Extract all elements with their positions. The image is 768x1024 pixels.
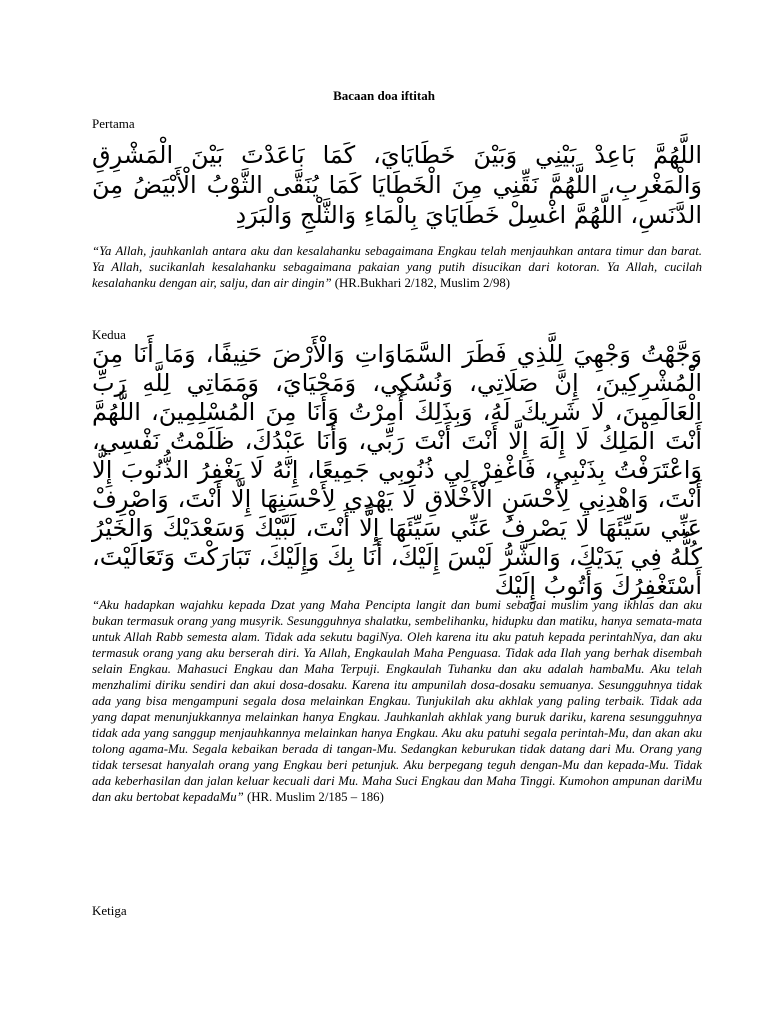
section-label-ketiga: Ketiga — [92, 903, 127, 918]
translation-text-kedua: “Aku hadapkan wajahku kepada Dzat yang Maha Pencipta langit dan bumi sebagai muslim yang ikhlas dan aku bukan termasuk orang yang musyrik. Sesungguhnya shalatku, sembelihanku, hidupku dan matiku, hanya semata-mata untuk Allah Rabb semesta alam. Tidak ada sekutu bagiNya. Oleh karena itu aku patuh kepada perintahNya, dan aku termasuk orang yang aku berserah diri. Ya Allah, Engkaulah Maha Penguasa. Tidak ada Ilah yang berhak disembah selain Engkau. Mahasuci Engkau dan Maha Terpuji. Engkaulah Tuhanku dan aku adalah hambaMu. Aku telah menzhalimi diriku sendiri dan akui dosa-dosaku. Karena itu ampunilah dosa-dosaku semuanya. Sesungguhnya tidak ada yang bisa mengampuni segala dosa melainkan Engkau. Tunjukilah aku akhlak yang paling terbaik. Tidak ada yang dapat menunjukkannya melainkan hanya Engkau. Jauhkanlah akhlak yang buruk dariku, karena sesungguhnya tidak ada yang sanggup menjauhkannya melainkan hanya Engkau. Aku aku patuhi segala perintah-Mu, dan akan aku tolong agama-Mu. Segala kebaikan berada di tangan-Mu. Sedangkan keburukan tidak datang dari Mu. Orang yang tidak tersesat hanyalah orang yang Engkau beri petunjuk. Aku berpegang teguh dengan-Mu dan kepada-Mu. Tidak ada keberhasilan dan jalan keluar kecuali dari Mu. Maha Suci Engkau dan Maha Tinggi. Kumohon ampunan dariMu dan aku bertobat kepadaMu” — [92, 598, 702, 804]
translation-text-pertama: “Ya Allah, jauhkanlah antara aku dan kesalahanku sebagaimana Engkau telah menjauhkan antara timur dan barat. Ya Allah, sucikanlah kesalahanku sebagaimana pakaian yang putih disucikan dari kotoran. Ya Allah, cucilah kesalahanku dengan air, salju, dan air dingin” — [92, 244, 702, 290]
reference-kedua: (HR. Muslim 2/185 – 186) — [246, 790, 384, 804]
section-label-kedua: Kedua — [92, 327, 126, 342]
arabic-prayer-kedua: وَجَّهْتُ وَجْهِيَ لِلَّذِي فَطَرَ السَّمَاوَاتِ وَالْأَرْضَ حَنِيفًا، وَمَا أَنَا مِنَ الْمُشْرِكِينَ، إِنَّ صَلَاتِي، وَنُسُكِي، وَمَحْيَايَ، وَمَمَاتِي لِلَّهِ رَبِّ الْعَالَمِينَ، لَا شَرِيكَ لَهُ، وَبِذَلِكَ أُمِرْتُ وَأَنَا مِنَ الْمُسْلِمِينَ، اللَّهُمَّ أَنْتَ الْمَلِكُ لَا إِلَهَ إِلَّا أَنْتَ أَنْتَ رَبِّي، وَأَنَا عَبْدُكَ، ظَلَمْتُ نَفْسِي، وَاعْتَرَفْتُ بِذَنْبِي، فَاغْفِرْ لِي ذُنُوبِي جَمِيعًا، إِنَّهُ لَا يَغْفِرُ الذُّنُوبَ إِلَّا أَنْتَ، وَاهْدِنِي لِأَحْسَنِ الْأَخْلَاقِ لَا يَهْدِي لِأَحْسَنِهَا إِلَّا أَنْتَ، وَاصْرِفْ عَنِّي سَيِّئَهَا لَا يَصْرِفُ عَنِّي سَيِّئَهَا إِلَّا أَنْتَ، لَبَّيْكَ وَسَعْدَيْكَ وَالْخَيْرُ كُلُّهُ فِي يَدَيْكَ، وَالشَّرُّ لَيْسَ إِلَيْكَ، أَنَا بِكَ وَإِلَيْكَ، تَبَارَكْتَ وَتَعَالَيْتَ، أَسْتَغْفِرُكَ وَأَتُوبُ إِلَيْكَ — [92, 340, 702, 600]
arabic-prayer-pertama: اللَّهُمَّ بَاعِدْ بَيْنِي وَبَيْنَ خَطَايَايَ، كَمَا بَاعَدْتَ بَيْنَ الْمَشْرِقِ وَالْمَغْرِبِ، اللَّهُمَّ نَقِّنِي مِنَ الْخَطَايَا كَمَا يُنَقَّى الثَّوْبُ الْأَبْيَضُ مِنَ الدَّنَسِ، اللَّهُمَّ اغْسِلْ خَطَايَايَ بِالْمَاءِ وَالثَّلْجِ وَالْبَرَدِ — [92, 141, 702, 229]
section-label-pertama: Pertama — [92, 116, 135, 131]
reference-pertama: (HR.Bukhari 2/182, Muslim 2/98) — [334, 276, 511, 290]
translation-kedua — [92, 597, 702, 805]
translation-pertama — [92, 243, 702, 291]
document-title: Bacaan doa iftitah — [333, 88, 435, 103]
